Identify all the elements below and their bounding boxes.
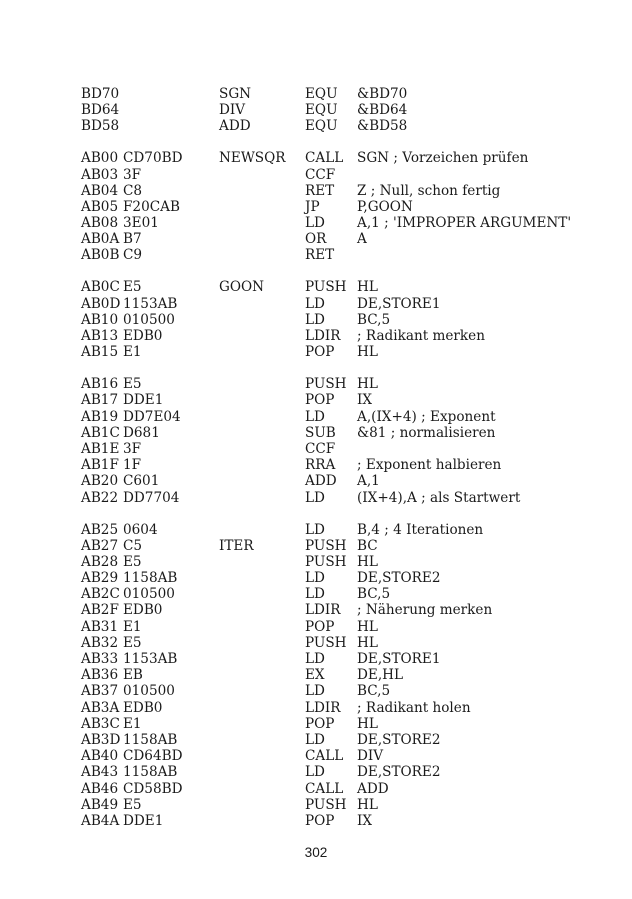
- opcode-cell: E5: [123, 376, 142, 393]
- address-cell: AB37: [81, 683, 119, 700]
- address-cell: BD70: [81, 86, 120, 102]
- opcode-cell: DD7E04: [123, 408, 181, 425]
- opcode-cell: 1158AB: [123, 570, 178, 587]
- mnemonic-cell: RRA: [305, 457, 336, 474]
- mnemonic-cell: LD: [305, 215, 325, 232]
- mnemonic-cell: LD: [305, 651, 325, 667]
- opcode-cell: D681: [123, 424, 160, 441]
- mnemonic-cell: LD: [305, 586, 325, 603]
- mnemonic-cell: LD: [305, 408, 325, 425]
- mnemonic-cell: CCF: [305, 166, 336, 183]
- mnemonic-cell: LDIR: [305, 602, 341, 619]
- opcode-cell: EDB0: [123, 699, 163, 716]
- operand-cell: (IX+4),A ; als Startwert: [357, 489, 521, 506]
- opcode-cell: F20CAB: [123, 198, 180, 215]
- label-cell: DIV: [219, 102, 246, 119]
- address-cell: AB25: [81, 521, 119, 538]
- operand-cell: DE,STORE2: [357, 764, 441, 781]
- operand-cell: ; Radikant merken: [357, 328, 485, 345]
- operand-cell: DE,HL: [357, 667, 404, 684]
- operand-cell: A: [357, 231, 367, 248]
- opcode-cell: DD7704: [123, 489, 180, 506]
- mnemonic-cell: POP: [305, 618, 335, 635]
- address-cell: AB2C: [81, 586, 120, 603]
- operand-cell: ; Näherung merken: [357, 602, 493, 619]
- operand-cell: ; Exponent halbieren: [357, 457, 502, 474]
- address-cell: AB1C: [81, 424, 120, 441]
- address-cell: AB04: [81, 182, 119, 199]
- mnemonic-cell: LDIR: [305, 328, 341, 345]
- mnemonic-cell: PUSH: [305, 796, 347, 813]
- mnemonic-cell: EQU: [305, 102, 338, 119]
- opcode-cell: DDE1: [123, 392, 164, 409]
- mnemonic-cell: SUB: [305, 424, 336, 441]
- operand-cell: HL: [357, 344, 378, 361]
- opcode-cell: C8: [123, 182, 143, 199]
- label-cell: ADD: [219, 118, 251, 135]
- operand-cell: HL: [357, 553, 378, 570]
- address-cell: AB1F: [81, 457, 119, 474]
- operand-cell: &BD58: [357, 118, 408, 135]
- mnemonic-cell: EQU: [305, 118, 338, 135]
- opcode-cell: EDB0: [123, 602, 163, 619]
- operand-cell: SGN ; Vorzeichen prüfen: [357, 150, 529, 167]
- operand-cell: BC,5: [357, 311, 391, 328]
- address-cell: AB0B: [81, 247, 120, 264]
- mnemonic-cell: RET: [305, 247, 335, 264]
- address-cell: AB3C: [81, 715, 120, 732]
- operand-cell: &81 ; normalisieren: [357, 424, 496, 441]
- address-cell: AB40: [81, 748, 119, 765]
- operand-cell: A,1 ; 'IMPROPER ARGUMENT': [357, 215, 572, 232]
- address-cell: AB29: [81, 570, 119, 587]
- address-cell: AB3D: [81, 731, 121, 748]
- mnemonic-cell: POP: [305, 812, 335, 829]
- opcode-cell: 1153AB: [123, 651, 178, 667]
- operand-cell: IX: [357, 812, 373, 829]
- opcode-cell: E1: [123, 618, 142, 635]
- operand-cell: DE,STORE2: [357, 570, 441, 587]
- address-cell: AB15: [81, 344, 119, 361]
- opcode-cell: 010500: [123, 311, 175, 328]
- opcode-cell: E5: [123, 634, 142, 651]
- address-cell: AB0D: [81, 295, 121, 312]
- mnemonic-cell: PUSH: [305, 537, 347, 554]
- opcode-cell: C5: [123, 537, 143, 554]
- label-cell: ITER: [219, 537, 254, 554]
- operand-cell: BC,5: [357, 683, 391, 700]
- opcode-cell: DDE1: [123, 812, 164, 829]
- opcode-cell: 010500: [123, 683, 175, 700]
- opcode-cell: 3E01: [123, 215, 159, 232]
- operand-cell: &BD64: [357, 102, 408, 119]
- address-cell: AB1E: [81, 440, 120, 457]
- mnemonic-cell: POP: [305, 344, 335, 361]
- operand-cell: A,1: [357, 473, 380, 490]
- label-cell: NEWSQR: [219, 150, 286, 167]
- mnemonic-cell: POP: [305, 392, 335, 409]
- operand-cell: IX: [357, 392, 373, 409]
- opcode-cell: CD70BD: [123, 150, 183, 167]
- address-cell: AB19: [81, 408, 119, 425]
- mnemonic-cell: LD: [305, 764, 325, 781]
- address-cell: AB03: [81, 166, 119, 183]
- address-cell: AB33: [81, 651, 119, 667]
- opcode-cell: E5: [123, 553, 142, 570]
- opcode-cell: C9: [123, 247, 143, 264]
- operand-cell: B,4 ; 4 Iterationen: [357, 521, 484, 538]
- operand-cell: DIV: [357, 748, 384, 765]
- mnemonic-cell: PUSH: [305, 279, 347, 296]
- address-cell: AB20: [81, 473, 119, 490]
- address-cell: AB00: [81, 150, 119, 167]
- operand-cell: HL: [357, 279, 378, 296]
- address-cell: AB32: [81, 634, 119, 651]
- mnemonic-cell: CALL: [305, 150, 344, 167]
- mnemonic-cell: EQU: [305, 86, 338, 102]
- operand-cell: DE,STORE1: [357, 651, 441, 667]
- operand-cell: &BD70: [357, 86, 408, 102]
- opcode-cell: 3F: [123, 440, 142, 457]
- opcode-cell: E5: [123, 279, 142, 296]
- opcode-cell: EB: [123, 667, 143, 684]
- mnemonic-cell: CALL: [305, 780, 344, 797]
- opcode-cell: 1158AB: [123, 731, 178, 748]
- operand-cell: BC: [357, 537, 378, 554]
- mnemonic-cell: POP: [305, 715, 335, 732]
- mnemonic-cell: OR: [305, 231, 327, 248]
- operand-cell: P,GOON: [357, 198, 413, 215]
- mnemonic-cell: LDIR: [305, 699, 341, 716]
- mnemonic-cell: LD: [305, 683, 325, 700]
- opcode-cell: B7: [123, 231, 142, 248]
- address-cell: AB08: [81, 215, 119, 232]
- address-cell: AB13: [81, 328, 119, 345]
- address-cell: AB16: [81, 376, 119, 393]
- mnemonic-cell: LD: [305, 311, 325, 328]
- address-cell: AB43: [81, 764, 119, 781]
- opcode-cell: E5: [123, 796, 142, 813]
- address-cell: AB3A: [81, 699, 120, 716]
- operand-cell: HL: [357, 618, 378, 635]
- opcode-cell: 3F: [123, 166, 142, 183]
- address-cell: AB36: [81, 667, 119, 684]
- opcode-cell: 1153AB: [123, 295, 178, 312]
- mnemonic-cell: PUSH: [305, 634, 347, 651]
- opcode-cell: EDB0: [123, 328, 163, 345]
- label-cell: SGN: [219, 86, 252, 102]
- opcode-cell: CD58BD: [123, 780, 183, 797]
- address-cell: AB22: [81, 489, 119, 506]
- operand-cell: DE,STORE2: [357, 731, 441, 748]
- mnemonic-cell: CALL: [305, 748, 344, 765]
- mnemonic-cell: JP: [305, 198, 320, 215]
- operand-cell: HL: [357, 376, 378, 393]
- mnemonic-cell: PUSH: [305, 376, 347, 393]
- page-number: 302: [304, 845, 328, 860]
- operand-cell: BC,5: [357, 586, 391, 603]
- address-cell: BD58: [81, 118, 120, 135]
- operand-cell: ADD: [357, 780, 389, 797]
- opcode-cell: 1F: [123, 457, 142, 474]
- address-cell: AB4A: [81, 812, 120, 829]
- address-cell: AB0A: [81, 231, 120, 248]
- opcode-cell: 1158AB: [123, 764, 178, 781]
- address-cell: AB2F: [81, 602, 119, 619]
- mnemonic-cell: EX: [305, 667, 325, 684]
- mnemonic-cell: ADD: [305, 473, 337, 490]
- mnemonic-cell: LD: [305, 295, 325, 312]
- address-cell: AB31: [81, 618, 119, 635]
- mnemonic-cell: CCF: [305, 440, 336, 457]
- operand-cell: HL: [357, 796, 378, 813]
- address-cell: AB05: [81, 198, 119, 215]
- address-cell: AB10: [81, 311, 119, 328]
- opcode-cell: E1: [123, 715, 142, 732]
- operand-cell: A,(IX+4) ; Exponent: [357, 408, 496, 425]
- mnemonic-cell: LD: [305, 521, 325, 538]
- address-cell: AB27: [81, 537, 119, 554]
- label-cell: GOON: [219, 279, 265, 296]
- operand-cell: Z ; Null, schon fertig: [357, 182, 501, 199]
- operand-cell: HL: [357, 715, 378, 732]
- address-cell: AB28: [81, 553, 119, 570]
- operand-cell: DE,STORE1: [357, 295, 441, 312]
- address-cell: AB0C: [81, 279, 120, 296]
- opcode-cell: CD64BD: [123, 748, 183, 765]
- opcode-cell: 010500: [123, 586, 175, 603]
- mnemonic-cell: LD: [305, 489, 325, 506]
- operand-cell: ; Radikant holen: [357, 699, 471, 716]
- operand-cell: HL: [357, 634, 378, 651]
- address-cell: AB49: [81, 796, 119, 813]
- address-cell: BD64: [81, 102, 120, 119]
- address-cell: AB17: [81, 392, 119, 409]
- mnemonic-cell: PUSH: [305, 553, 347, 570]
- opcode-cell: E1: [123, 344, 142, 361]
- mnemonic-cell: LD: [305, 731, 325, 748]
- mnemonic-cell: RET: [305, 182, 335, 199]
- mnemonic-cell: LD: [305, 570, 325, 587]
- opcode-cell: 0604: [123, 521, 158, 538]
- address-cell: AB46: [81, 780, 119, 797]
- opcode-cell: C601: [123, 473, 160, 490]
